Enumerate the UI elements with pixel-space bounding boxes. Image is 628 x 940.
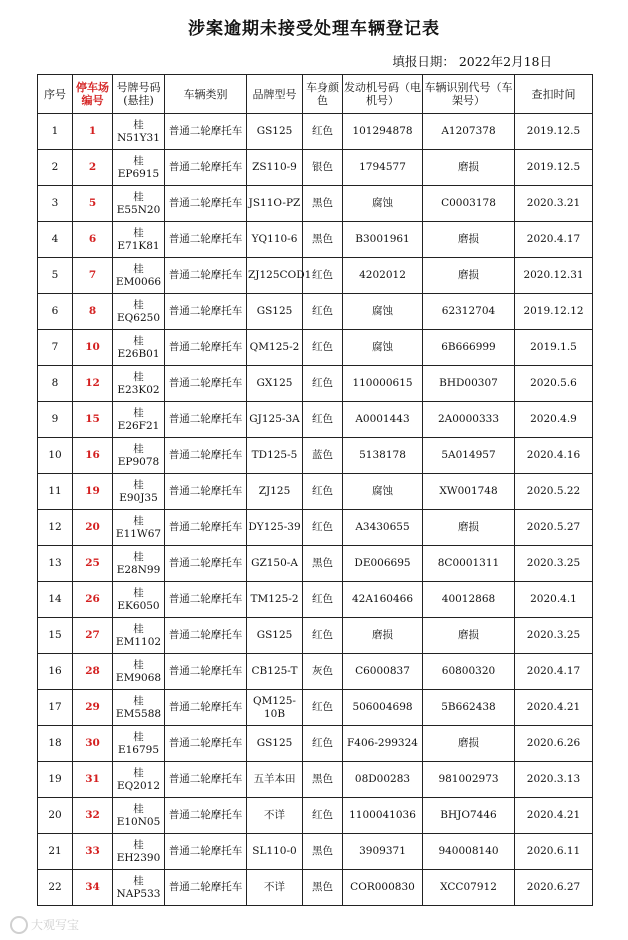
table-header-row [38,75,593,114]
table-cell: A1207378 [423,114,515,150]
table-cell: 桂E10N05 [113,798,165,834]
table-cell: 2020.4.1 [515,582,593,618]
table-cell: 桂EP6915 [113,150,165,186]
table-cell: 红色 [303,510,343,546]
table-cell: BHD00307 [423,366,515,402]
table-cell: 2020.5.6 [515,366,593,402]
table-cell: XW001748 [423,474,515,510]
table-cell: 普通二轮摩托车 [165,330,247,366]
table-cell: 33 [73,834,113,870]
table-cell: 2020.3.21 [515,186,593,222]
table-cell: QM125-10B [247,690,303,726]
table-cell: 桂N51Y31 [113,114,165,150]
table-cell: 31 [73,762,113,798]
table-cell: 5 [38,258,73,294]
table-cell: 腐蚀 [343,474,423,510]
table-cell: 腐蚀 [343,330,423,366]
table-cell: 30 [73,726,113,762]
table-cell: 蓝色 [303,438,343,474]
table-cell: ZJ125COD1 [247,258,303,294]
table-cell: 10 [38,438,73,474]
table-row [38,690,593,726]
table-cell: 6 [38,294,73,330]
table-cell: 不详 [247,798,303,834]
table-cell: 磨损 [423,618,515,654]
table-cell: 2020.5.27 [515,510,593,546]
table-row [38,294,593,330]
table-cell: 桂EP9078 [113,438,165,474]
table-cell: 6B666999 [423,330,515,366]
table-cell: C0003178 [423,186,515,222]
table-cell: 8 [73,294,113,330]
table-cell: 62312704 [423,294,515,330]
fill-date: 填报日期： 2022年2月18日 [392,54,552,69]
table-cell: 磨损 [423,150,515,186]
table-cell: 普通二轮摩托车 [165,402,247,438]
table-cell: GS125 [247,726,303,762]
table-cell: 红色 [303,330,343,366]
table-row [38,474,593,510]
table-cell: 桂EK6050 [113,582,165,618]
table-cell: DY125-39 [247,510,303,546]
table-cell: ZS110-9 [247,150,303,186]
table-cell: 2020.4.17 [515,654,593,690]
table-cell: 16 [73,438,113,474]
table-cell: 1 [73,114,113,150]
table-row [38,798,593,834]
table-cell: 4202012 [343,258,423,294]
table-cell: 7 [38,330,73,366]
table-cell: 桂E11W67 [113,510,165,546]
table-cell: 29 [73,690,113,726]
header-cell: 车身颜色 [303,75,343,114]
header-cell: 停车场编号 [73,75,113,114]
table-cell: 110000615 [343,366,423,402]
table-cell: 桂E90J35 [113,474,165,510]
table-cell: 26 [73,582,113,618]
table-cell: 普通二轮摩托车 [165,258,247,294]
table-row [38,222,593,258]
table-cell: 普通二轮摩托车 [165,690,247,726]
table-cell: 3909371 [343,834,423,870]
table-cell: 普通二轮摩托车 [165,654,247,690]
table-row [38,150,593,186]
table-row [38,114,593,150]
table-cell: 五羊本田 [247,762,303,798]
header-cell: 发动机号码（电机号） [343,75,423,114]
table-cell: 红色 [303,294,343,330]
table-cell: 普通二轮摩托车 [165,294,247,330]
table-cell: 普通二轮摩托车 [165,762,247,798]
table-cell: 桂EM0066 [113,258,165,294]
table-cell: 桂E26B01 [113,330,165,366]
table-cell: 黑色 [303,870,343,906]
table-cell: 腐蚀 [343,186,423,222]
table-cell: 5 [73,186,113,222]
table-row [38,438,593,474]
table-cell: C6000837 [343,654,423,690]
table-cell: 5A014957 [423,438,515,474]
table-cell: 25 [73,546,113,582]
table-cell: 黑色 [303,546,343,582]
table-cell: GS125 [247,114,303,150]
table-cell: 红色 [303,582,343,618]
table-cell: 10 [73,330,113,366]
table-cell: 27 [73,618,113,654]
table-cell: 桂EM9068 [113,654,165,690]
table-cell: 2019.12.5 [515,114,593,150]
table-cell: 21 [38,834,73,870]
table-cell: 红色 [303,402,343,438]
table-cell: 101294878 [343,114,423,150]
table-cell: 32 [73,798,113,834]
table-row [38,582,593,618]
table-cell: 桂E28N99 [113,546,165,582]
table-cell: TD125-5 [247,438,303,474]
table-cell: 普通二轮摩托车 [165,474,247,510]
table-cell: 银色 [303,150,343,186]
table-cell: 2020.4.16 [515,438,593,474]
header-cell: 号牌号码(悬挂) [113,75,165,114]
table-cell: 红色 [303,114,343,150]
table-cell: 普通二轮摩托车 [165,546,247,582]
table-cell: 桂EQ2012 [113,762,165,798]
table-row [38,762,593,798]
table-row [38,330,593,366]
table-cell: 2A0000333 [423,402,515,438]
table-cell: 7 [73,258,113,294]
table-cell: 灰色 [303,654,343,690]
header-cell: 序号 [38,75,73,114]
table-cell: 40012868 [423,582,515,618]
table-cell: 磨损 [423,258,515,294]
table-cell: 2020.4.21 [515,798,593,834]
table-cell: 磨损 [423,222,515,258]
table-cell: 15 [38,618,73,654]
table-cell: 2020.4.9 [515,402,593,438]
table-cell: 红色 [303,618,343,654]
header-cell: 车辆识别代号（车架号） [423,75,515,114]
table-cell: 2020.4.21 [515,690,593,726]
table-row [38,186,593,222]
table-cell: 1 [38,114,73,150]
table-cell: 2019.1.5 [515,330,593,366]
table-cell: 2019.12.5 [515,150,593,186]
table-cell: 普通二轮摩托车 [165,834,247,870]
table-cell: GX125 [247,366,303,402]
table-cell: 34 [73,870,113,906]
table-row [38,618,593,654]
table-cell: 桂E16795 [113,726,165,762]
table-cell: B3001961 [343,222,423,258]
table-cell: 8 [38,366,73,402]
table-cell: 506004698 [343,690,423,726]
table-cell: GS125 [247,618,303,654]
table-cell: 普通二轮摩托车 [165,726,247,762]
table-cell: 2020.3.25 [515,546,593,582]
table-cell: 磨损 [423,726,515,762]
table-cell: 5138178 [343,438,423,474]
table-cell: GJ125-3A [247,402,303,438]
table-cell: 桂E23K02 [113,366,165,402]
table-cell: XCC07912 [423,870,515,906]
table-row [38,258,593,294]
table-row [38,510,593,546]
table-cell: 22 [38,870,73,906]
table-cell: 19 [73,474,113,510]
watermark-text: 大观写宝 [31,917,80,932]
table-cell: 1794577 [343,150,423,186]
table-cell: 28 [73,654,113,690]
table-cell: 红色 [303,258,343,294]
table-cell: 普通二轮摩托车 [165,222,247,258]
table-cell: 红色 [303,726,343,762]
table-cell: 磨损 [423,510,515,546]
table-cell: 红色 [303,366,343,402]
table-cell: 桂E55N20 [113,186,165,222]
table-cell: A0001443 [343,402,423,438]
table-cell: 黑色 [303,762,343,798]
table-cell: 普通二轮摩托车 [165,798,247,834]
table-cell: 桂E71K81 [113,222,165,258]
table-cell: 940008140 [423,834,515,870]
table-cell: 8C0001311 [423,546,515,582]
vehicle-register-table [37,74,593,906]
table-cell: 2019.12.12 [515,294,593,330]
table-row [38,726,593,762]
table-cell: 黑色 [303,834,343,870]
table-cell: F406-299324 [343,726,423,762]
table-row [38,366,593,402]
table-cell: GZ150-A [247,546,303,582]
table-cell: COR000830 [343,870,423,906]
table-cell: JS11O-PZ [247,186,303,222]
table-row [38,546,593,582]
table-cell: 桂EM1102 [113,618,165,654]
table-cell: 磨损 [343,618,423,654]
table-cell: 12 [38,510,73,546]
table-cell: 2 [73,150,113,186]
table-cell: SL110-0 [247,834,303,870]
table-cell: 13 [38,546,73,582]
watermark-logo-icon [10,916,28,934]
table-cell: 普通二轮摩托车 [165,438,247,474]
table-cell: BHJO7446 [423,798,515,834]
table-cell: 2 [38,150,73,186]
table-cell: TM125-2 [247,582,303,618]
header-cell: 车辆类别 [165,75,247,114]
table-cell: 普通二轮摩托车 [165,870,247,906]
table-cell: CB125-T [247,654,303,690]
table-cell: 17 [38,690,73,726]
header-cell: 查扣时间 [515,75,593,114]
table-cell: 普通二轮摩托车 [165,150,247,186]
table-cell: 黑色 [303,186,343,222]
header-cell: 品牌型号 [247,75,303,114]
table-cell: 5B662438 [423,690,515,726]
table-cell: 桂EH2390 [113,834,165,870]
table-cell: 2020.3.25 [515,618,593,654]
table-cell: 42A160466 [343,582,423,618]
table-cell: 2020.6.27 [515,870,593,906]
table-cell: 2020.5.22 [515,474,593,510]
table-cell: 普通二轮摩托车 [165,366,247,402]
table-cell: YQ110-6 [247,222,303,258]
table-cell: 9 [38,402,73,438]
table-cell: 桂NAP533 [113,870,165,906]
table-cell: 桂EM5588 [113,690,165,726]
table-cell: 60800320 [423,654,515,690]
table-cell: 2020.3.13 [515,762,593,798]
table-cell: 1100041036 [343,798,423,834]
table-cell: 不详 [247,870,303,906]
table-cell: 2020.6.11 [515,834,593,870]
table-cell: 普通二轮摩托车 [165,114,247,150]
table-cell: 20 [38,798,73,834]
table-cell: 普通二轮摩托车 [165,618,247,654]
table-cell: 4 [38,222,73,258]
table-cell: 红色 [303,690,343,726]
table-cell: 08D00283 [343,762,423,798]
page-title: 涉案逾期未接受处理车辆登记表 [188,19,440,39]
table-cell: 11 [38,474,73,510]
table-cell: 普通二轮摩托车 [165,510,247,546]
watermark [10,916,79,935]
table-cell: DE006695 [343,546,423,582]
table-cell: 普通二轮摩托车 [165,186,247,222]
table-cell: 981002973 [423,762,515,798]
table-row [38,654,593,690]
table-cell: GS125 [247,294,303,330]
table-cell: 12 [73,366,113,402]
table-cell: 19 [38,762,73,798]
table-row [38,870,593,906]
table-cell: 2020.6.26 [515,726,593,762]
table-cell: 6 [73,222,113,258]
table-cell: 2020.12.31 [515,258,593,294]
table-cell: 黑色 [303,222,343,258]
table-cell: 腐蚀 [343,294,423,330]
table-cell: QM125-2 [247,330,303,366]
table-cell: 18 [38,726,73,762]
table-row [38,834,593,870]
table-cell: 桂E26F21 [113,402,165,438]
table-cell: 14 [38,582,73,618]
table-cell: 15 [73,402,113,438]
table-cell: 桂EQ6250 [113,294,165,330]
table-cell: 20 [73,510,113,546]
table-row [38,402,593,438]
table-cell: 普通二轮摩托车 [165,582,247,618]
table-cell: 3 [38,186,73,222]
table-cell: A3430655 [343,510,423,546]
table-cell: 红色 [303,474,343,510]
table-cell: 2020.4.17 [515,222,593,258]
table-cell: 红色 [303,798,343,834]
table-cell: ZJ125 [247,474,303,510]
table-cell: 16 [38,654,73,690]
